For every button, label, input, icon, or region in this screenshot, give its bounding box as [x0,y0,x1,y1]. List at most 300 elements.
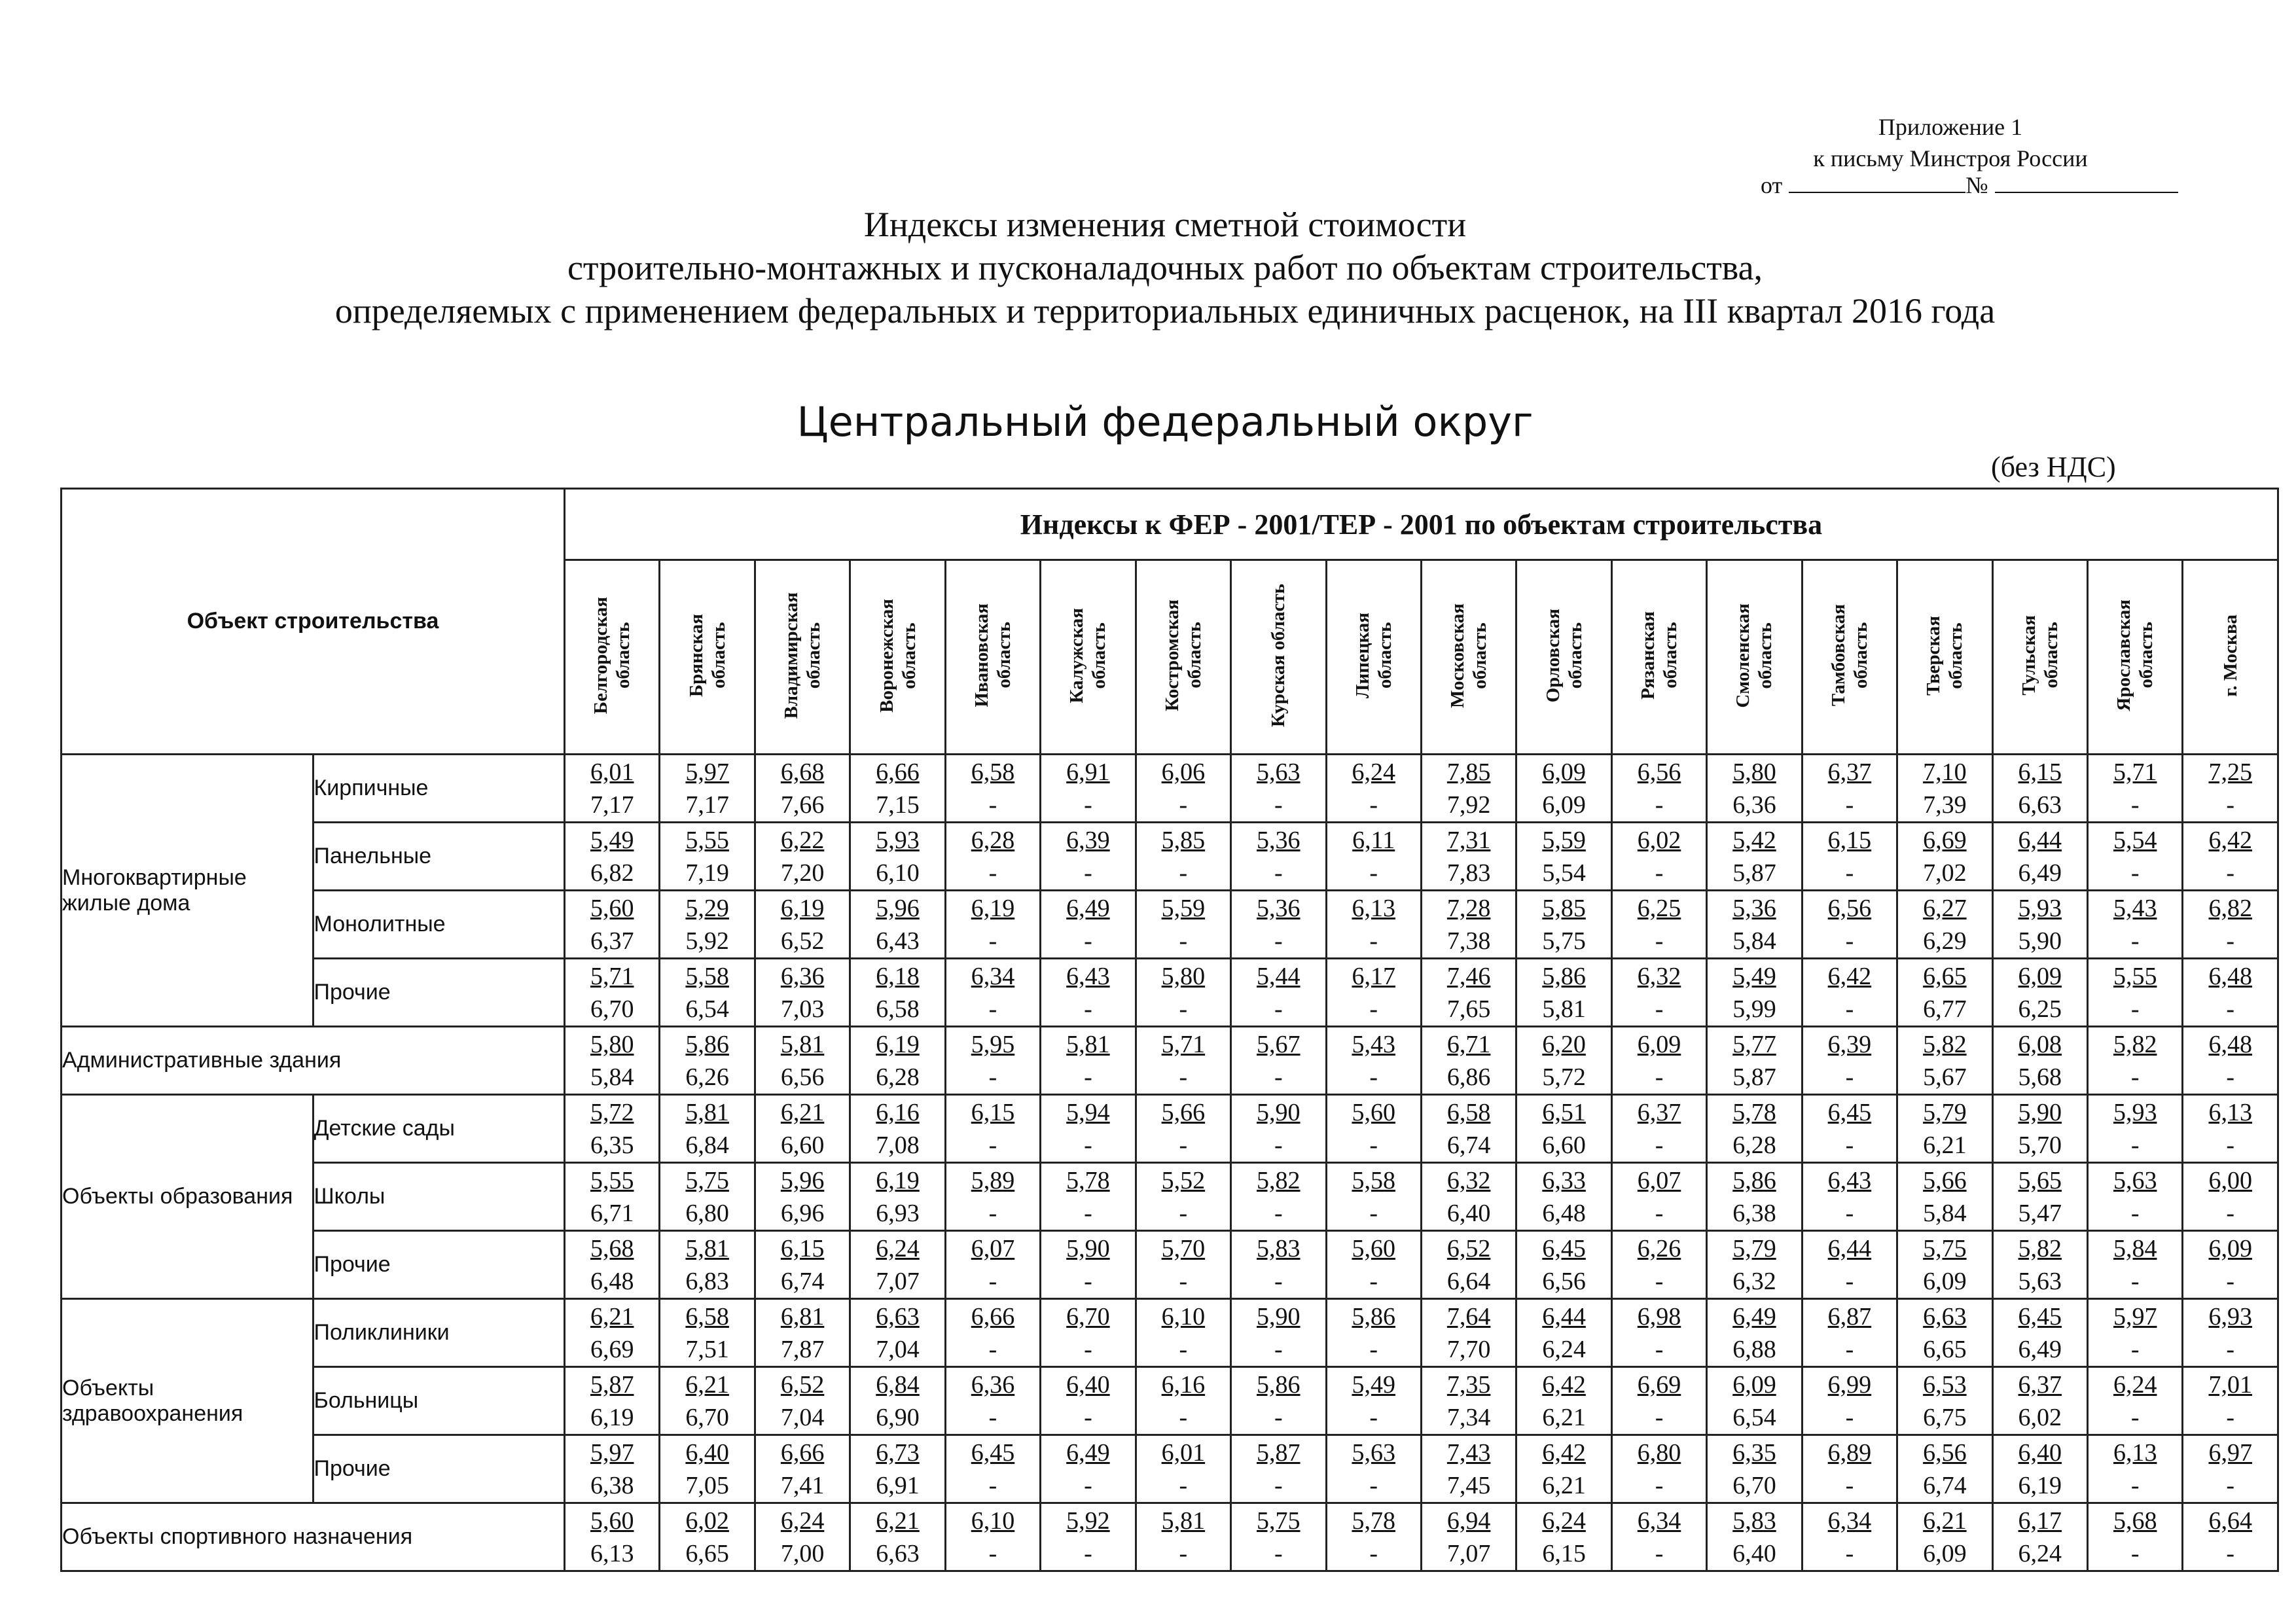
ter-index-value: 7,08 [876,1131,920,1159]
region-header [1041,560,1136,755]
fer-index-value: 5,60 [590,1507,634,1535]
fer-index-value: 6,63 [1923,1302,1967,1330]
index-cell [1231,1503,1326,1571]
region-header [1421,560,1516,755]
ter-index-value: - [1655,1403,1664,1431]
fer-index-value: 6,32 [1637,962,1681,990]
fer-index-value: 5,59 [1161,894,1206,922]
ter-index-value: - [2226,1403,2235,1431]
table-row [62,1299,2278,1367]
ter-index-value: 5,75 [1542,927,1586,955]
ter-index-value: - [1655,1199,1664,1227]
table-row [62,891,2278,959]
fer-index-value: 6,00 [2208,1166,2252,1194]
ter-index-value: - [2130,1199,2140,1227]
ter-index-value: - [988,1199,997,1227]
fer-index-value: 6,10 [971,1507,1015,1535]
fer-index-value: 5,83 [1732,1507,1776,1535]
fer-index-value: 6,17 [2018,1507,2062,1535]
index-cell [1516,1231,1611,1299]
index-cell [1421,1367,1516,1435]
index-cell [1326,1367,1421,1435]
fer-index-value: 6,10 [1161,1302,1206,1330]
fer-index-value: 5,82 [2113,1030,2157,1058]
region-header [1992,560,2087,755]
fer-index-value: 5,29 [685,894,729,922]
index-cell [1136,1163,1230,1231]
fer-index-value: 5,81 [780,1030,825,1058]
index-cell [2183,823,2278,891]
ter-index-value: - [1084,1063,1092,1091]
ter-index-value: - [1655,927,1664,955]
fer-index-value: 5,55 [590,1166,634,1194]
ter-index-value: - [2130,859,2140,887]
fer-index-value: 6,81 [780,1302,825,1330]
ter-index-value: 6,21 [1923,1131,1967,1159]
object-group-label: Объекты здравоохранения [62,1299,314,1503]
fer-index-value: 5,78 [1352,1507,1395,1535]
fer-index-value: 6,39 [1066,826,1110,854]
fer-index-value: 5,54 [2113,826,2157,854]
fer-index-value: 6,56 [1637,758,1681,786]
ter-index-value: - [1845,1539,1854,1567]
ter-index-value: 5,63 [2018,1267,2062,1295]
fer-index-value: 5,82 [2018,1234,2062,1262]
index-cell [1802,959,1897,1027]
index-cell [565,891,660,959]
fer-index-value: 5,68 [590,1234,634,1262]
region-name: Калужская область [1066,607,1110,704]
fer-index-value: 6,24 [1542,1507,1586,1535]
index-cell [2183,1095,2278,1163]
fer-index-value: 6,58 [685,1302,729,1330]
index-cell [1707,1435,1802,1503]
ter-index-value: 6,25 [2018,995,2062,1023]
region-name: Орловская область [1542,608,1586,703]
ter-index-value: 6,32 [1732,1267,1776,1295]
fer-index-value: 6,08 [2018,1030,2062,1058]
index-cell [1802,1163,1897,1231]
region-name: Смоленская область [1732,603,1776,708]
index-cell [1421,1503,1516,1571]
ter-index-value: - [1369,791,1378,819]
ter-index-value: 5,92 [685,927,729,955]
ter-index-value: 7,41 [780,1471,825,1499]
index-cell [1897,1299,1992,1367]
ter-index-value: - [1179,1403,1188,1431]
ter-index-value: 7,87 [780,1335,825,1363]
fer-index-value: 5,63 [1257,758,1300,786]
index-cell [1802,1095,1897,1163]
index-cell [565,823,660,891]
ter-index-value: 6,09 [1923,1539,1967,1567]
ter-index-value: 6,28 [1732,1131,1776,1159]
fer-index-value: 6,26 [1637,1234,1681,1262]
ter-index-value: 5,54 [1542,859,1586,887]
fer-index-value: 5,85 [1161,826,1206,854]
fer-index-value: 6,13 [1352,894,1395,922]
ter-index-value: - [1369,1471,1378,1499]
index-cell [1897,755,1992,823]
fer-index-value: 6,44 [2018,826,2062,854]
index-cell [1041,1435,1136,1503]
ter-index-value: - [1369,859,1378,887]
fer-index-value: 5,90 [2018,1098,2062,1126]
fer-index-value: 5,75 [685,1166,729,1194]
object-subtype-label: Больницы [313,1367,565,1435]
index-cell [1136,1095,1230,1163]
ter-index-value: 5,84 [590,1063,634,1091]
fer-index-value: 6,65 [1923,962,1967,990]
ter-index-value: 6,69 [590,1335,634,1363]
index-cell [755,1231,850,1299]
ter-index-value: - [2130,1063,2140,1091]
index-cell [1421,1435,1516,1503]
index-cell [1231,1095,1326,1163]
ter-index-value: - [1084,1539,1092,1567]
index-cell [1802,755,1897,823]
ter-index-value: 6,35 [590,1131,634,1159]
index-cell [1707,959,1802,1027]
ter-index-value: 7,65 [1446,995,1491,1023]
fer-index-value: 6,98 [1637,1302,1681,1330]
fer-index-value: 6,93 [2208,1302,2252,1330]
index-cell [660,1095,755,1163]
index-cell [565,1027,660,1095]
fer-index-value: 5,49 [1732,962,1776,990]
ter-index-value: - [1274,1063,1283,1091]
ter-index-value: 6,82 [590,859,634,887]
ter-index-value: - [1274,1403,1283,1431]
index-cell [1041,891,1136,959]
index-cell [1136,1027,1230,1095]
index-cell [1611,823,1706,891]
fer-index-value: 5,93 [2018,894,2062,922]
ter-index-value: 6,74 [780,1267,825,1295]
index-cell [2183,891,2278,959]
index-cell [755,1503,850,1571]
index-cell [1326,823,1421,891]
table-row [62,1095,2278,1163]
index-cell [565,1503,660,1571]
fer-index-value: 5,67 [1257,1030,1300,1058]
ter-index-value: 7,04 [780,1403,825,1431]
index-cell [1326,891,1421,959]
ter-index-value: - [2226,995,2235,1023]
ter-index-value: 7,05 [685,1471,729,1499]
appendix-line-1: Приложение 1 [1878,114,2023,140]
index-cell [755,1095,850,1163]
ter-index-value: - [1274,1539,1283,1567]
fer-index-value: 6,15 [1827,826,1872,854]
fer-index-value: 5,80 [1161,962,1206,990]
fer-index-value: 5,75 [1923,1234,1967,1262]
index-cell [1992,1163,2087,1231]
fer-index-value: 5,86 [1542,962,1586,990]
fer-index-value: 6,53 [1923,1370,1967,1399]
ter-index-value: - [1845,995,1854,1023]
ter-index-value: - [1655,995,1664,1023]
index-cell [565,1163,660,1231]
fer-index-value: 6,42 [1542,1370,1586,1399]
ter-index-value: 6,28 [876,1063,920,1091]
fer-index-value: 5,81 [1066,1030,1110,1058]
index-cell [2088,1367,2183,1435]
index-cell [2088,1027,2183,1095]
fer-index-value: 5,43 [2113,894,2157,922]
fer-index-value: 5,55 [685,826,729,854]
fer-index-value: 6,09 [2208,1234,2252,1262]
ter-index-value: - [1179,791,1188,819]
index-cell [1041,823,1136,891]
fer-index-value: 6,37 [2018,1370,2062,1399]
index-cell [1707,1163,1802,1231]
ter-index-value: 6,64 [1446,1267,1491,1295]
object-subtype-label: Поликлиники [313,1299,565,1367]
index-cell [1231,891,1326,959]
index-cell [660,1163,755,1231]
ter-index-value: - [1084,859,1092,887]
fer-index-value: 5,59 [1542,826,1586,854]
fer-index-value: 6,02 [685,1507,729,1535]
fer-index-value: 6,71 [1446,1030,1491,1058]
index-cell [945,1367,1040,1435]
fer-index-value: 5,49 [590,826,634,854]
index-cell [755,1435,850,1503]
index-cell [1611,1435,1706,1503]
region-header [850,560,945,755]
index-cell [1136,891,1230,959]
fer-index-value: 5,72 [590,1098,634,1126]
ter-index-value: 5,70 [2018,1131,2062,1159]
index-cell [755,755,850,823]
fer-index-value: 6,07 [971,1234,1015,1262]
fer-index-value: 5,71 [2113,758,2157,786]
ter-index-value: 5,81 [1542,995,1586,1023]
ter-index-value: 6,96 [780,1199,825,1227]
ter-index-value: - [988,791,997,819]
fer-index-value: 7,46 [1446,962,1491,990]
fer-index-value: 6,66 [780,1438,825,1467]
ter-index-value: 7,70 [1446,1335,1491,1363]
ter-index-value: 7,07 [1446,1539,1491,1567]
fer-index-value: 6,45 [2018,1302,2062,1330]
ter-index-value: - [1845,1335,1854,1363]
region-name: г. Москва [2219,614,2241,697]
index-cell [1516,1435,1611,1503]
index-cell [1897,1163,1992,1231]
ter-index-value: - [1369,927,1378,955]
index-cell [1897,1367,1992,1435]
index-cell [1992,1503,2087,1571]
fer-index-value: 6,69 [1637,1370,1681,1399]
region-header [1897,560,1992,755]
index-cell [1136,755,1230,823]
ter-index-value: - [2226,1471,2235,1499]
region-name: Курская область [1268,583,1289,727]
ter-index-value: 6,24 [1542,1335,1586,1363]
ter-index-value: 6,52 [780,927,825,955]
fer-index-value: 6,42 [1542,1438,1586,1467]
ter-index-value: - [1369,995,1378,1023]
ter-index-value: - [1179,1471,1188,1499]
fer-index-value: 7,35 [1446,1370,1491,1399]
fer-index-value: 5,89 [971,1166,1015,1194]
fer-index-value: 6,69 [1923,826,1967,854]
ter-index-value: - [1179,1539,1188,1567]
ter-index-value: - [2226,1199,2235,1227]
ter-index-value: - [1274,791,1283,819]
ter-index-value: 6,38 [1732,1199,1776,1227]
index-cell [1231,1435,1326,1503]
index-cell [1516,1095,1611,1163]
document-title [65,203,2265,332]
object-subtype-label: Прочие [313,1435,565,1503]
fer-index-value: 5,63 [2113,1166,2157,1194]
index-cell [1802,1367,1897,1435]
ter-index-value: - [2130,1131,2140,1159]
region-header [1326,560,1421,755]
fer-index-value: 6,45 [1827,1098,1872,1126]
title-line-1: Индексы изменения сметной стоимости [863,205,1467,244]
index-cell [850,755,945,823]
ter-index-value: 6,54 [1732,1403,1776,1431]
ter-index-value: 6,40 [1446,1199,1491,1227]
fer-index-value: 6,45 [971,1438,1015,1467]
index-cell [1326,755,1421,823]
ter-index-value: - [1845,1131,1854,1159]
ter-index-value: 7,17 [590,791,634,819]
index-cell [1041,1231,1136,1299]
ter-index-value: - [2130,927,2140,955]
fer-index-value: 5,87 [590,1370,634,1399]
fer-index-value: 6,33 [1542,1166,1586,1194]
ter-index-value: 6,83 [685,1267,729,1295]
fer-index-value: 5,81 [685,1098,729,1126]
fer-index-value: 5,96 [876,894,920,922]
index-cell [1516,823,1611,891]
ter-index-value: - [1179,1335,1188,1363]
table-row [62,1163,2278,1231]
index-cell [1802,1435,1897,1503]
fer-index-value: 7,10 [1923,758,1967,786]
index-cell [1992,1095,2087,1163]
index-cell [660,823,755,891]
date-blank [1789,192,1965,193]
fer-index-value: 6,91 [1066,758,1110,786]
fer-index-value: 5,85 [1542,894,1586,922]
ter-index-value: - [1369,1131,1378,1159]
index-cell [1326,1231,1421,1299]
index-cell [1421,1027,1516,1095]
region-header [2183,560,2278,755]
fer-index-value: 6,34 [971,962,1015,990]
fer-index-value: 6,44 [1542,1302,1586,1330]
fer-index-value: 6,43 [1066,962,1110,990]
index-cell [1421,1163,1516,1231]
ter-index-value: - [1274,995,1283,1023]
fer-index-value: 6,19 [780,894,825,922]
fer-index-value: 5,95 [971,1030,1015,1058]
index-cell [1516,891,1611,959]
ter-index-value: - [1369,1403,1378,1431]
index-cell [1611,1095,1706,1163]
index-cell [1992,1027,2087,1095]
fer-index-value: 5,60 [1352,1234,1395,1262]
index-cell [1421,1299,1516,1367]
fer-index-value: 7,01 [2208,1370,2252,1399]
fer-index-value: 6,56 [1923,1438,1967,1467]
ter-index-value: 6,93 [876,1199,920,1227]
ter-index-value: - [2226,927,2235,955]
fer-index-value: 5,90 [1066,1234,1110,1262]
index-cell [755,891,850,959]
index-cell [1707,1367,1802,1435]
ter-index-value: - [1655,1267,1664,1295]
fer-index-value: 6,82 [2208,894,2252,922]
fer-index-value: 6,24 [2113,1370,2157,1399]
index-cell [1136,1367,1230,1435]
index-cell [1041,1367,1136,1435]
index-cell [945,1231,1040,1299]
fer-index-value: 6,80 [1637,1438,1681,1467]
ter-index-value: 6,40 [1732,1539,1776,1567]
fer-index-value: 6,18 [876,962,920,990]
fer-index-value: 5,87 [1257,1438,1300,1467]
index-cell [2088,1503,2183,1571]
fer-index-value: 6,36 [780,962,825,990]
index-cell [945,1163,1040,1231]
region-header [1611,560,1706,755]
ter-index-value: 6,09 [1542,791,1586,819]
table-row [62,1503,2278,1571]
fer-index-value: 5,93 [2113,1098,2157,1126]
fer-index-value: 6,58 [1446,1098,1491,1126]
fer-index-value: 6,52 [1446,1234,1491,1262]
index-group-header: Индексы к ФЕР - 2001/ТЕР - 2001 по объектам строительства [565,489,2278,560]
index-cell [945,755,1040,823]
ter-index-value: 7,39 [1923,791,1967,819]
fer-index-value: 6,51 [1542,1098,1586,1126]
ter-index-value: 5,87 [1732,1063,1776,1091]
region-name: Тверская область [1923,615,1967,696]
ter-index-value: 7,02 [1923,859,1967,887]
index-cell [1516,1503,1611,1571]
fer-index-value: 5,82 [1923,1030,1967,1058]
ter-index-value: 7,38 [1446,927,1491,955]
index-cell [1992,823,2087,891]
ter-index-value: 6,49 [2018,859,2062,887]
index-cell [1516,1163,1611,1231]
ter-index-value: 7,07 [876,1267,920,1295]
title-line-2: строительно-монтажных и пусконаладочных работ по объектам строительства, [567,248,1763,287]
index-cell [660,1503,755,1571]
index-cell [755,1027,850,1095]
fer-index-value: 7,43 [1446,1438,1491,1467]
index-cell [945,959,1040,1027]
fer-index-value: 5,86 [1257,1370,1300,1399]
fer-index-value: 6,40 [2018,1438,2062,1467]
table-row [62,755,2278,823]
index-cell [1611,1503,1706,1571]
ter-index-value: - [1845,927,1854,955]
ter-index-value: 6,24 [2018,1539,2062,1567]
index-cell [1516,1027,1611,1095]
ter-index-value: 7,04 [876,1335,920,1363]
index-cell [1802,1299,1897,1367]
ter-index-value: - [2130,1539,2140,1567]
index-cell [1802,1027,1897,1095]
